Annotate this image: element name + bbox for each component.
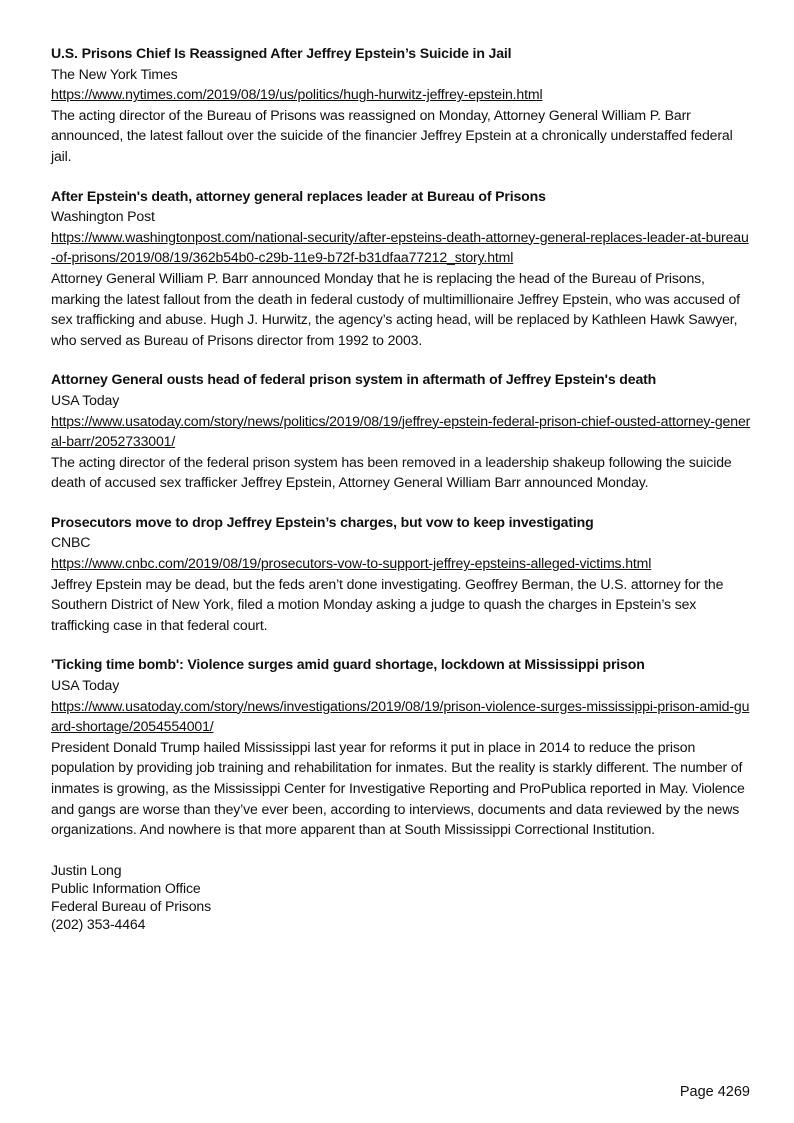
- article-item: [51, 43, 751, 167]
- article-link[interactable]: https://www.washingtonpost.com/national-security/after-epsteins-death-attorney-general-replaces-leader-at-bureau-of-prisons/2019/08/19/362b54b0-c29b-11e9-b72f-b31dfaa77212_story.html: [51, 228, 749, 266]
- article-headline: After Epstein's death, attorney general replaces leader at Bureau of Prisons: [51, 187, 546, 204]
- signature-agency: Federal Bureau of Prisons: [51, 897, 211, 914]
- signature-block: [51, 861, 751, 933]
- article-summary: The acting director of the Bureau of Prisons was reassigned on Monday, Attorney General William P. Barr announced, the latest fallout over the suicide of the financier Jeffrey Epstein at a chronically understaffed federal jail.: [51, 106, 733, 164]
- signature-office: Public Information Office: [51, 879, 201, 896]
- article-source: CNBC: [51, 534, 91, 551]
- article-link[interactable]: https://www.cnbc.com/2019/08/19/prosecutors-vow-to-support-jeffrey-epsteins-alleged-victims.html: [51, 555, 652, 572]
- article-link[interactable]: https://www.usatoday.com/story/news/investigations/2019/08/19/prison-violence-surges-mississippi-prison-amid-guard-shortage/2054554001/: [51, 697, 750, 735]
- signature-phone: (202) 353-4464: [51, 915, 146, 932]
- article-item: [51, 512, 751, 636]
- signature-name: Justin Long: [51, 861, 122, 878]
- article-summary: Jeffrey Epstein may be dead, but the feds aren’t done investigating. Geoffrey Berman, the U.S. attorney for the Southern District of New York, filed a motion Monday asking a judge to quash the charges in Epstein’s sex trafficking case in that federal court.: [51, 575, 724, 633]
- article-source: Washington Post: [51, 208, 155, 225]
- article-summary: President Donald Trump hailed Mississippi last year for reforms it put in place in 2014 to reduce the prison population by providing job training and rehabilitation for inmates. But the reality is starkly different. The number of inmates is growing, as the Mississippi Center for Investigative Reporting and ProPublica reported in May. Violence and gangs are worse than they’ve ever been, according to interviews, documents and data reviewed by the news organizations. And nowhere is that more apparent than at South Mississippi Correctional Institution.: [51, 738, 745, 838]
- news-digest-page: [51, 40, 751, 933]
- article-headline: Attorney General ousts head of federal prison system in aftermath of Jeffrey Epstein's death: [51, 371, 657, 388]
- article-link[interactable]: https://www.usatoday.com/story/news/politics/2019/08/19/jeffrey-epstein-federal-prison-chief-ousted-attorney-general-barr/2052733001/: [51, 412, 751, 450]
- article-headline: Prosecutors move to drop Jeffrey Epstein’s charges, but vow to keep investigating: [51, 513, 594, 530]
- article-source: The New York Times: [51, 65, 178, 82]
- article-summary: The acting director of the federal prison system has been removed in a leadership shakeup following the suicide death of accused sex trafficker Jeffrey Epstein, Attorney General William Barr announced Monday.: [51, 453, 732, 491]
- article-summary: Attorney General William P. Barr announced Monday that he is replacing the head of the Bureau of Prisons, marking the latest fallout from the death in federal custody of multimillionaire Jeffrey Epstein, who was accused of sex trafficking and abuse. Hugh J. Hurwitz, the agency’s acting head, will be replaced by Kathleen Hawk Sawyer, who served as Bureau of Prisons director from 1992 to 2003.: [51, 269, 740, 348]
- article-source: USA Today: [51, 391, 120, 408]
- article-link[interactable]: https://www.nytimes.com/2019/08/19/us/politics/hugh-hurwitz-jeffrey-epstein.html: [51, 86, 543, 103]
- article-item: [51, 186, 751, 351]
- article-item: [51, 654, 751, 839]
- page-number: Page 4269: [679, 1084, 750, 1100]
- article-headline: 'Ticking time bomb': Violence surges amid guard shortage, lockdown at Mississippi prison: [51, 656, 645, 673]
- article-item: [51, 369, 751, 493]
- article-headline: U.S. Prisons Chief Is Reassigned After Jeffrey Epstein’s Suicide in Jail: [51, 45, 512, 61]
- article-source: USA Today: [51, 677, 120, 694]
